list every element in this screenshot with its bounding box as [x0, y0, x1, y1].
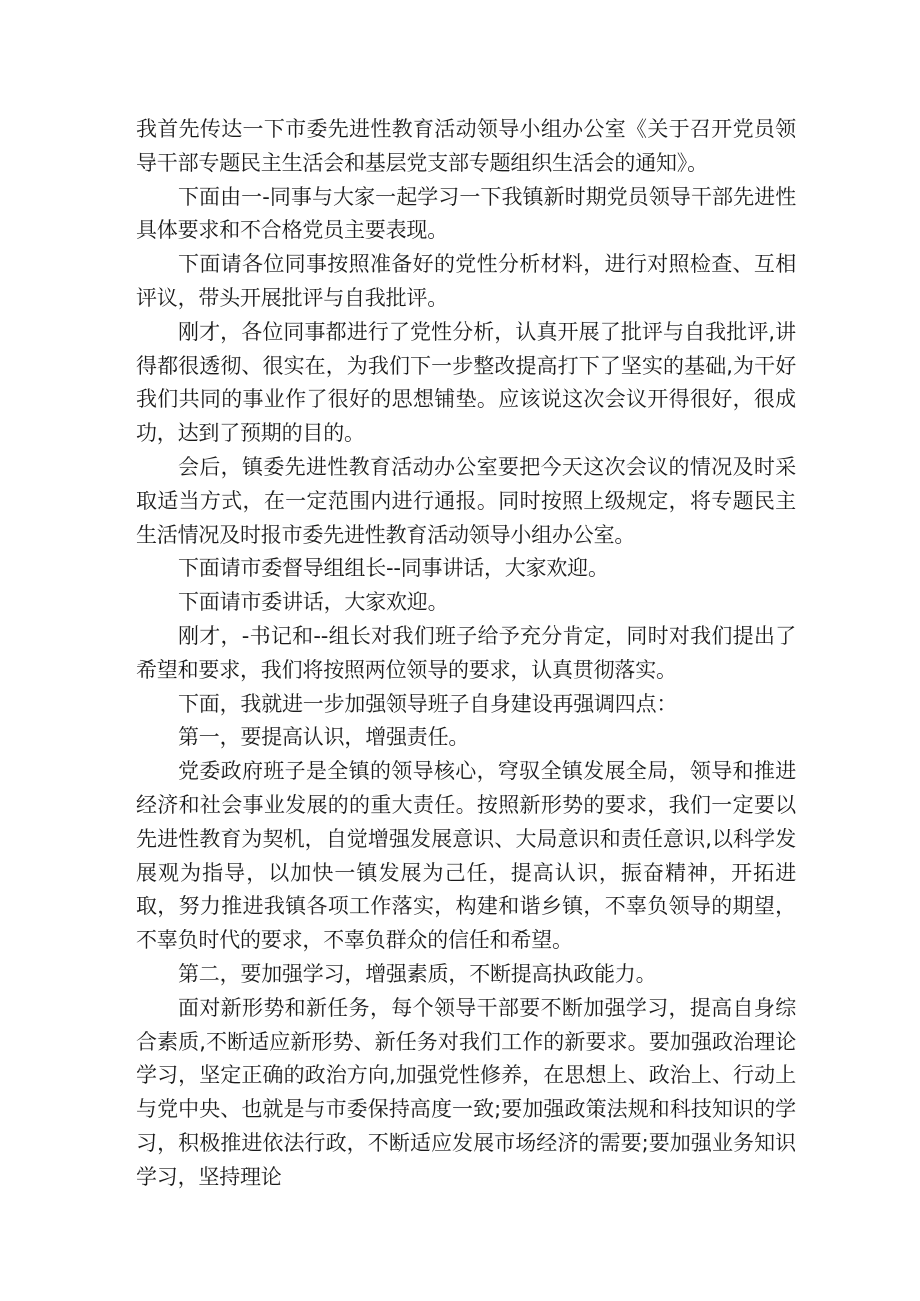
- paragraph-point-two: 面对新形势和新任务，每个领导干部要不断加强学习，提高自身综合素质,不断适应新形势、新任务对我们工作的新要求。要加强政治理论学习，坚定正确的政治方向,加强党性修养，在思想上、政治上、行动上与党中央、也就是与市委保持高度一致;要加强政策法规和科技知识的学习，积极推进依法行政，不断适应发展市场经济的需要;要加强业务知识学习，坚持理论: [136, 995, 796, 1189]
- paragraph-committee-speech: 下面请市委讲话，大家欢迎。: [178, 590, 449, 615]
- heading-point-one: 第一，要提高认识，增强责任。: [178, 725, 470, 750]
- paragraph-inspector-speech: 下面请市委督导组组长--同事讲话，大家欢迎。: [178, 556, 609, 581]
- paragraph-point-one: 党委政府班子是全镇的领导核心，穹驭全镇发展全局，领导和推进经济和社会事业发展的的重大责任。按照新形势的要求，我们一定要以先进性教育为契机，自觉增强发展意识、大局意识和责任意识,以科学发展观为指导，以加快一镇发展为己任，提高认识，振奋精神，开拓进取，努力推进我镇各项工作落实，构建和谐乡镇，不辜负领导的期望，不辜负时代的要求，不辜负群众的信任和希望。: [136, 759, 796, 953]
- paragraph-after-meeting: 会后，镇委先进性教育活动办公室要把今天这次会议的情况及时采取适当方式，在一定范围内进行通报。同时按照上级规定，将专题民主生活情况及时报市委先进性教育活动领导小组办公室。: [136, 454, 796, 547]
- paragraph-response: 刚才，-书记和--组长对我们班子给予充分肯定，同时对我们提出了希望和要求，我们将按照两位领导的要求，认真贯彻落实。: [136, 623, 796, 682]
- paragraph-notice: 我首先传达一下市委先进性教育活动领导小组办公室《关于召开党员领导干部专题民主生活会和基层党支部专题组织生活会的通知》。: [136, 117, 796, 175]
- paragraph-self-criticism: 下面请各位同事按照准备好的党性分析材料，进行对照检查、互相评议，带头开展批评与自我批评。: [136, 252, 796, 310]
- paragraph-summary: 刚才，各位同事都进行了党性分析，认真开展了批评与自我批评,讲得都很透彻、很实在，为我们下一步整改提高打下了坚实的基础,为干好我们共同的事业作了很好的思想铺垫。应该说这次会议开得很好，很成功，达到了预期的目的。: [136, 319, 796, 446]
- paragraph-study: 下面由一-同事与大家一起学习一下我镇新时期党员领导干部先进性具体要求和不合格党员主要表现。: [136, 184, 796, 243]
- heading-point-two: 第二，要加强学习，增强素质，不断提高执政能力。: [178, 961, 657, 986]
- paragraph-four-points: 下面，我就进一步加强领导班子自身建设再强调四点：: [178, 691, 678, 716]
- document-body: [136, 113, 796, 1195]
